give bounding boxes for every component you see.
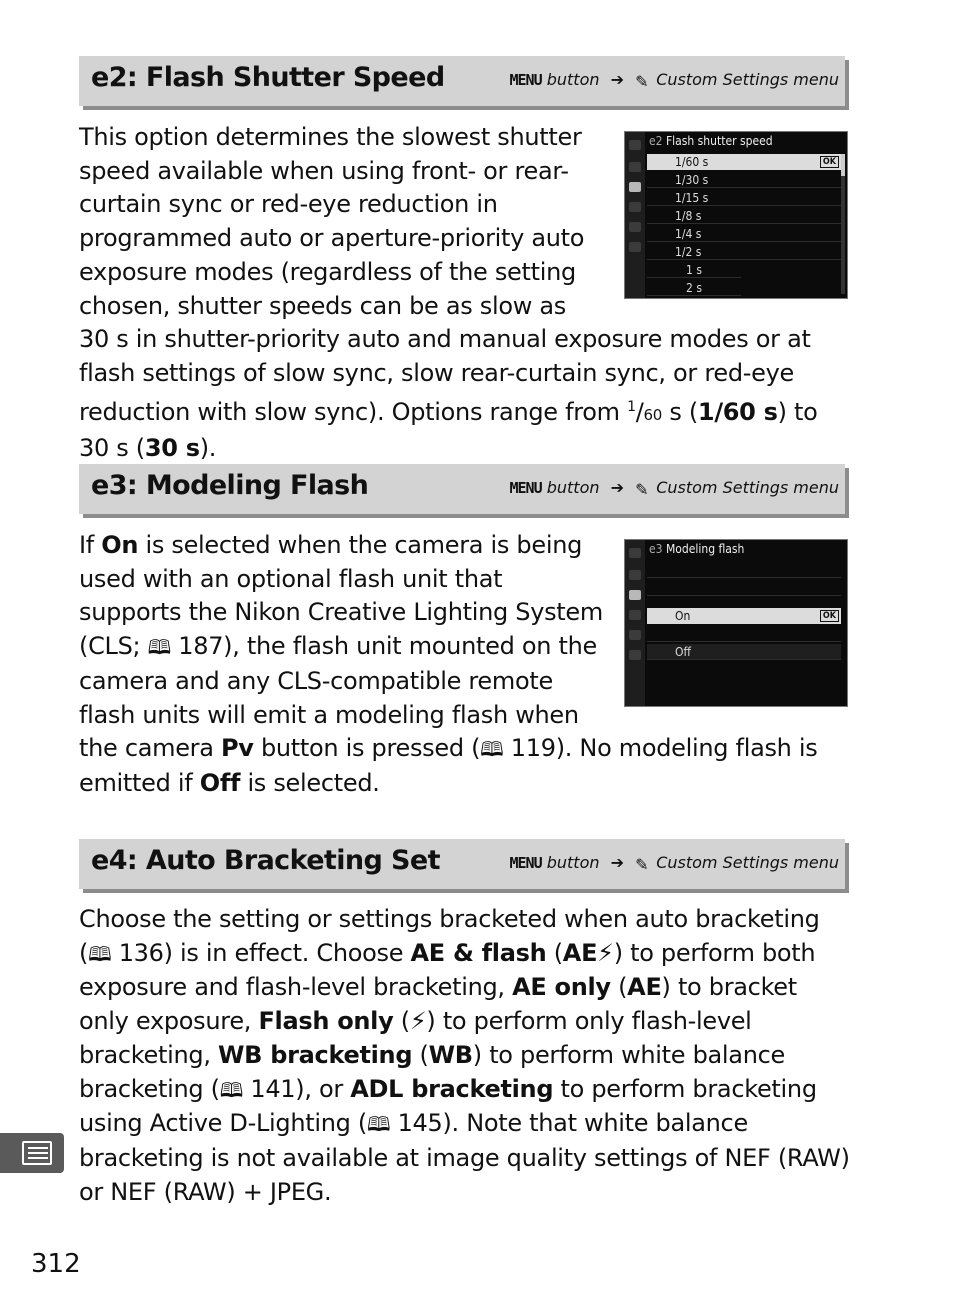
paragraph-e2: This option determines the slowest shutter speed available when using front- or rear-curtain sync or red-eye reduction in programmed auto or aperture-priority auto exposure modes (regardless of the setting chosen, shutter speeds can be as slow as 30 s in shutter-priority auto and manual exposure modes or at flash settings of slow sync, slow rear-curtain sync, or red-eye reduction with slow sync). Options range from $^1$/60 s (1/60 s) to 30 s (30 s). — [79, 123, 818, 463]
menu-list-icon — [22, 1141, 52, 1165]
menu-option: 1/2 s — [647, 244, 841, 260]
menu-option: 2 s — [647, 280, 741, 296]
arrow-right-icon: ➔ — [610, 478, 624, 497]
book-icon: 🕮 — [88, 941, 112, 966]
breadcrumb: MENU button ➔ ✎ Custom Settings menu — [509, 70, 839, 91]
pencil-icon: ✎ — [635, 480, 649, 499]
section-title: e3: Modeling Flash — [91, 470, 369, 501]
book-icon: 🕮 — [147, 635, 171, 660]
paragraph-e4: Choose the setting or settings bracketed when auto bracketing (🕮 136) is in effect. Choose AE & flash (AE⚡) to perform both exposure and flash-level bracketing, AE only (AE) to bracket only exposure, Flash only (⚡) to perform only flash-level bracketing, WB bracketing (WB) to perform white balance bracketing (🕮 141), or ADL bracketing to perform bracketing using Active D-Lighting (🕮 145). Note that white balance bracketing is not available at image quality settings of NEF (RAW) or NEF (RAW) + JPEG. — [79, 905, 850, 1206]
ae-flash-icon: AE⚡ — [562, 938, 614, 967]
ok-icon: OK — [820, 610, 839, 622]
pv-button-glyph: Pv — [220, 734, 254, 763]
section-title: e4: Auto Bracketing Set — [91, 845, 440, 876]
menu-option: 1/60 s OK — [647, 154, 841, 170]
menu-button-glyph: MENU — [509, 854, 542, 872]
pencil-icon: ✎ — [635, 72, 649, 91]
paragraph-e3: If On is selected when the camera is being used with an optional flash unit that supports the Nikon Creative Lighting System (CLS; 🕮 187), the flash unit mounted on the camera and any CLS-compatible remote flash units will emit a modeling flash when the camera Pv button is pressed (🕮 119). No modeling flash is emitted if Off is selected. — [79, 531, 818, 797]
menu-option: 1/30 s — [647, 172, 841, 188]
breadcrumb: MENU button ➔ ✎ Custom Settings menu — [509, 853, 839, 874]
arrow-right-icon: ➔ — [610, 70, 624, 89]
menu-button-glyph: MENU — [509, 479, 542, 497]
book-icon: 🕮 — [219, 1077, 244, 1102]
screen-title: e2 Flash shutter speed — [649, 134, 773, 148]
menu-option: 1/4 s — [647, 226, 841, 242]
menu-option: 1/8 s — [647, 208, 841, 224]
section-title: e2: Flash Shutter Speed — [91, 62, 445, 93]
ae-icon: AE — [627, 973, 662, 1002]
book-icon: 🕮 — [480, 737, 504, 762]
menu-option: On OK — [647, 608, 841, 624]
menu-option: 1 s — [647, 262, 741, 278]
ok-icon: OK — [820, 156, 839, 168]
book-icon: 🕮 — [366, 1112, 391, 1137]
pencil-icon: ✎ — [635, 855, 649, 874]
screen-title: e3 Modeling flash — [649, 542, 745, 556]
page-number: 312 — [31, 1249, 81, 1279]
menu-button-glyph: MENU — [509, 71, 542, 89]
menu-option: Off — [647, 644, 841, 660]
chapter-tab — [0, 1133, 64, 1173]
section-header-e3 — [79, 464, 845, 514]
menu-option: 1/15 s — [647, 190, 841, 206]
section-header-e4 — [79, 839, 845, 889]
wb-icon: WB — [428, 1040, 473, 1069]
section-header-e2 — [79, 56, 845, 106]
breadcrumb: MENU button ➔ ✎ Custom Settings menu — [509, 478, 839, 499]
flash-icon: ⚡ — [409, 1007, 427, 1036]
arrow-right-icon: ➔ — [610, 853, 624, 872]
